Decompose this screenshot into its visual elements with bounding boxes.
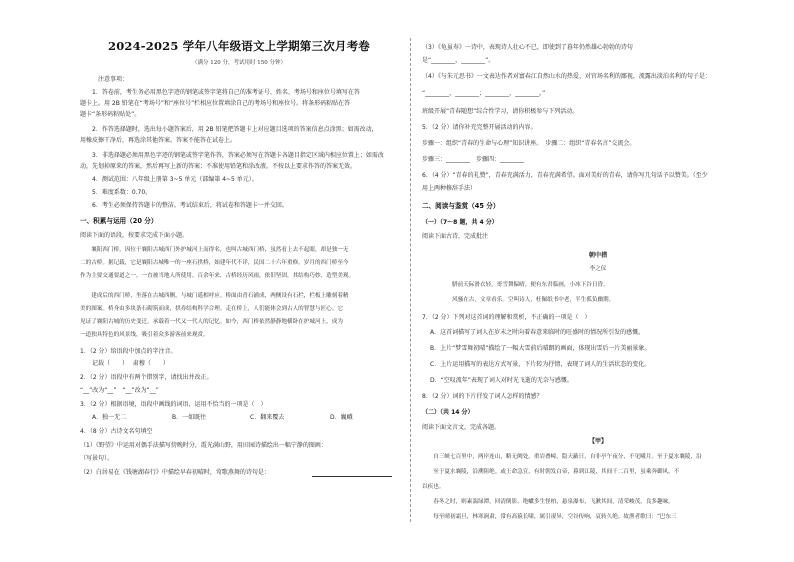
poem-author: 李之仪 <box>589 266 607 272</box>
question-8: 8．（2 分）词的下片抒发了词人怎样的情感？ <box>422 393 543 400</box>
exam-title: 2024-2025 学年八年级语文上学期第三次月考卷 <box>108 39 370 53</box>
question-4-4: （4）《与朱元思书》一文表达作者对富春江自然山水的热爱、对官场名利的鄙视，流露出淡泊名利的句子是： <box>422 73 711 80</box>
passage-line: 美的图案。桥身由多块条石砌筑而成，拱券结构科学合理。走在桥上，人们能体会到古人的智慧与匠心。它 <box>80 306 343 312</box>
part2-intro: 阅读下面文言文，完成各题。 <box>422 424 501 431</box>
question-6b: 用上两种修辞手法） <box>422 185 477 192</box>
note-line: 动，先划掉原来的答案，然后再写上新的答案；不准使用铅笔和涂改液。不按以上要求作答的答案无效。 <box>80 163 357 170</box>
passage-line: 一道独具特色的风景线，吸引着众多游客前来观赏。 <box>80 332 209 338</box>
q7-option-c[interactable]: C．上片运用描写的表达方式写景，下片转为抒情，表现了词人的生活状态的变化。 <box>430 361 651 368</box>
q7-option-b[interactable]: B．上片“梦雪舞初晴”描绘了一幅大雪前后晴朗的画面，体现出雪后一片美丽景象。 <box>430 345 651 352</box>
q7-option-a[interactable]: A．这首词描写了词人在岁末之时向着春意来临时的旺盛时的情况所引发的感慨。 <box>430 329 645 336</box>
question-4: 4．（8 分）古诗文名句填空 <box>80 428 153 435</box>
classical-line: 以疾也。 <box>422 484 445 490</box>
question-4-3: （3）《龟虽寿》一诗中，表现诗人壮心不已，即使到了暮年仍然雄心勃勃的诗句 <box>422 44 633 51</box>
activity-intro: 班级开展“青春随想”综合性学习，请你积极参与下列活动。 <box>422 108 579 115</box>
question-7: 7．（2 分）下列对这首词的理解和赏析，不正确的一项是（ ） <box>422 314 591 321</box>
exam-subtitle: （满分 120 分，考试用时 150 分钟） <box>192 60 286 66</box>
right-column <box>422 0 774 562</box>
q7-option-d[interactable]: D．“空叹流年”表现了词人对时光飞逝的无奈与感慨。 <box>430 377 573 384</box>
classical-line: 自三峡七百里中，两岸连山，略无阙处。重岩叠嶂，隐天蔽日，自非亭午夜分，不见曦月。至于夏水襄陵，沿 <box>422 454 702 460</box>
question-4-4b: “________，________；________，________。” <box>422 90 546 97</box>
passage-line: 二的古桥。据记载，它是襄阳古城唯一的一座石拱桥，始建年代不详，民国二十六年重修。岁月的西门桥至今 <box>80 260 349 266</box>
part2-heading: （二）（共 14 分） <box>422 409 474 416</box>
section2-heading: 二、阅读与鉴赏（45 分） <box>422 202 500 210</box>
passage-line: 见证了襄阳古城的历史变迁，承载着一代又一代人的记忆。如今，西门桥依然静静地横卧在护城河上，成为 <box>80 319 343 325</box>
question-1-blanks: 记载（ ） 肃穆（ ） <box>92 360 169 367</box>
poem-line: 腊前天际滑衣轻，哥雪舞偏晴。便有东君临画，小冰下谷日昏。 <box>452 282 609 288</box>
column-divider <box>410 38 411 522</box>
question-5-steps: 步骤一：组织“青春的生命与心理”知识讲座。 步骤二：组织“青春名言”交流会。 <box>422 140 636 147</box>
note-line: 6．考生必须保持答题卡的整洁。考试结束后，将试卷和答题卡一并交回。 <box>92 202 288 209</box>
part1-heading: （一）（7～8 题，共 4 分） <box>422 219 498 226</box>
question-5: 5．（2 分）请你补充完整开展活动的内容。 <box>422 124 537 131</box>
notes-heading: 注意事项： <box>98 76 129 83</box>
question-4-3b: 是“________，________”。 <box>422 57 495 64</box>
part1-intro: 阅读下面古诗，完成批注 <box>422 233 489 240</box>
question-4-1: （1）《野望》中运用对偶手法描写傍晚时分，霞光满山野，用田园诗描绘出一幅宁静的图画： <box>80 442 327 449</box>
question-6: 6．（4 分）“青春的礼赞”，青春充满活力，青春充满希望。面对美好的青春，请你写几句话予以赞美。（至少 <box>422 172 708 179</box>
q3-option-b[interactable]: B．一如既往 <box>172 414 207 421</box>
left-column <box>80 0 398 562</box>
passage-label-jia: 【甲】 <box>588 438 607 445</box>
classical-line: 春冬之时，则素湍绿潭，回清倒影，绝巘多生怪柏，悬泉瀑布，飞漱其间，清荣峻茂，良多趣味。 <box>422 499 674 505</box>
question-3: 3．（2 分）根据语境，语段中画线的词语，运用不恰当的一项是（ ） <box>80 401 267 408</box>
q3-option-c[interactable]: C．翻来覆去 <box>250 414 285 421</box>
answer-blank[interactable] <box>312 470 392 477</box>
poem-title: 朝中措 <box>588 252 608 259</box>
note-line: 题卡“条形码粘贴处”。 <box>80 111 141 118</box>
question-4-1b: （写景句）。 <box>80 455 114 462</box>
passage-line: 作为主要交通要道之一，一直被当地人所使用。百余年来，古桥经历风雨，依旧坚固，其结构巧妙、造型美观。 <box>80 273 355 279</box>
question-2-blanks: “__”改为“__” “__”改为“__” <box>80 387 159 394</box>
poem-line: 风骚在古，文章看乐。空叫诗人，枉佩纸书中老，半生孤负幽期。 <box>452 297 615 303</box>
question-2: 2．（2 分）语段中有两个错别字，请找出并改正。 <box>80 374 213 381</box>
note-line: 1．答卷前，考生务必用黑色字迹的钢笔或签字笔将自己的准考证号、姓名、考场号和座位号填写在答 <box>92 89 360 96</box>
question-1: 1．（2 分）给语段中加点的字注音。 <box>80 348 177 355</box>
question-5-steps2: 步骤三：________ 步骤四：________ <box>422 156 525 163</box>
question-4-2: （2）白居易在《钱塘湖春行》中描绘早春初晴时，莺歌燕舞的诗句是： <box>80 469 270 476</box>
section1-intro: 阅读下面的语段，按要求完成下面小题。 <box>80 232 189 239</box>
note-line: 2．作答选择题时，选出每小题答案后，用 2B 铅笔把答题卡上对应题目选项的答案信息点涂黑；如需改动， <box>92 126 378 133</box>
note-line: 用橡皮擦干净后，再选涂其他答案。答案不能答在试卷上。 <box>80 137 237 144</box>
classical-line: 至于夏水襄陵，沿溯阻绝。或王命急宣，有时朝发白帝，暮到江陵，其间千二百里，虽乘奔御风，不 <box>422 469 680 475</box>
note-line: 题卡上。用 2B 铅笔在“考场号”和“座位号”栏相应位置填涂自己的考场号和座位号。将条形码粘贴在答 <box>80 100 351 107</box>
passage-line: 襄阳西门桥，因位于襄阳古城西门外护城河上而得名，也叫古城西门桥，虽然看上去不起眼，却是独一无 <box>80 247 349 253</box>
passage-line: 建成后的西门桥，坐落在古城西侧，与城门遥相呼应。桥面由青石铺成，两侧设有石栏，栏板上雕刻着精 <box>80 293 349 299</box>
section1-heading: 一、积累与运用（20 分） <box>80 217 158 225</box>
note-line: 4．测试范围：八年级上册第 3~5 单元（部编第 4~5 单元）。 <box>92 176 258 183</box>
note-line: 3．非选择题必须用黑色字迹的钢笔或签字笔作答，答案必须写在答题卡各题目指定区域内相应位置上；如需改 <box>92 152 384 159</box>
classical-line: 每至晴初霜旦，林寒涧肃，常有高猿长啸，属引凄异，空谷传响，哀转久绝。故渔者歌曰：“巴东三 <box>422 514 677 520</box>
note-line: 5．难度系数：0.70。 <box>92 189 152 196</box>
q3-option-a[interactable]: A．独一无二 <box>92 414 127 421</box>
q3-option-d[interactable]: D．巍峨 <box>330 414 353 421</box>
